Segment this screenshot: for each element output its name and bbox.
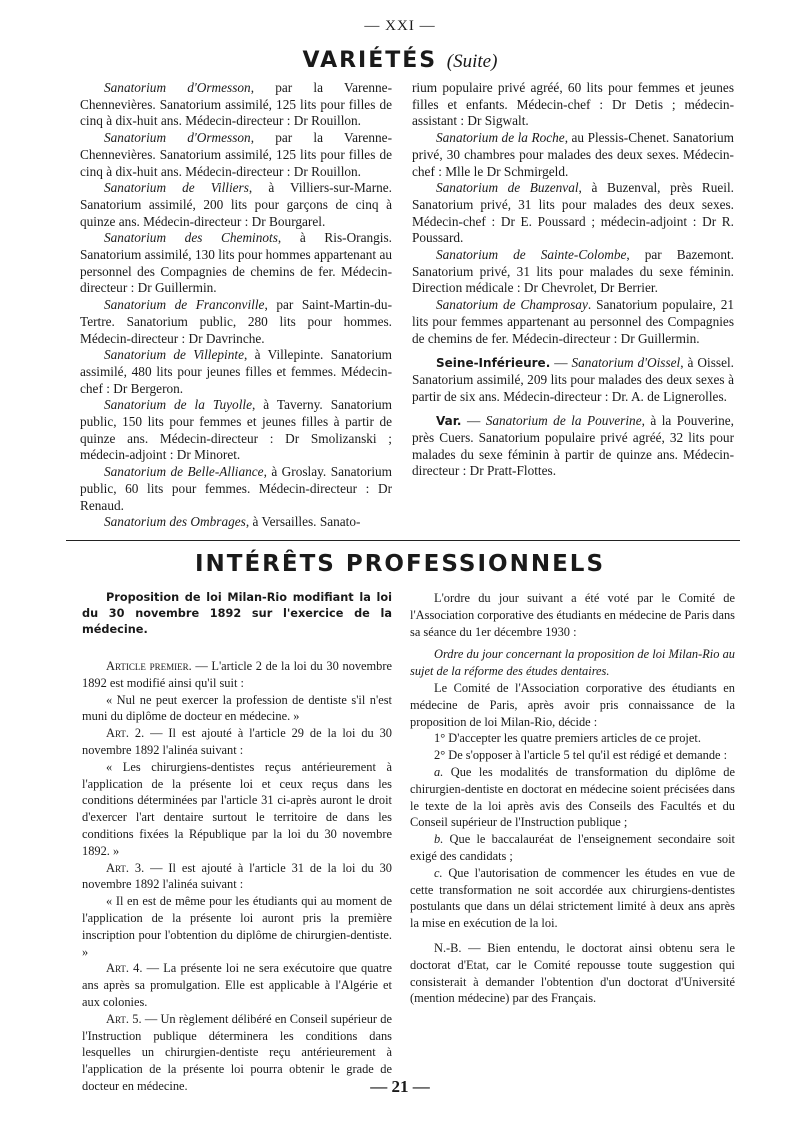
page-number: — 21 —	[370, 1077, 430, 1096]
sanatorium-entry-continued: rium populaire privé agréé, 60 lits pour femmes et jeunes filles et enfants. Médecin-chef : Dr Detis ; médecin-assistant : Dr Sigwalt.	[412, 80, 734, 129]
sanatorium-entry: Sanatorium d'Ormesson, par la Varenne-Chennevières. Sanatorium assimilé, 125 lits pour filles de cinq à dix-huit ans. Médecin-directeur : Dr Rouillon.	[80, 130, 392, 179]
sanatorium-entry: Sanatorium de Villiers, à Villiers-sur-Marne. Sanatorium assimilé, 200 lits pour garçons de cinq à quinze ans. Médecin-directeur : Dr Bourgarel.	[80, 180, 393, 229]
sanatorium-entry: Sanatorium de Villepinte, à Villepinte. Sanatorium assimilé, 480 lits pour jeunes filles et femmes. Médecin-chef : Dr Bergeron.	[80, 347, 392, 396]
ordre-du-jour-title: Ordre du jour concernant la proposition de loi Milan-Rio au sujet de la réforme des études dentaires.	[410, 647, 735, 679]
section-divider	[66, 540, 740, 541]
proposition-title: Proposition de loi Milan-Rio modifiant la loi du 30 novembre 1892 sur l'exercice de la médecine.	[82, 591, 392, 636]
interets-column-left	[82, 590, 392, 1095]
demand-c: c. Que l'autorisation de commencer les études en vue de cette transformation ne soit accordée aux chirurgiens-dentistes postulants que dans un délai strictement limité à deux ans après la mise en exécution de la loi.	[410, 865, 735, 931]
comite-decision: Le Comité de l'Association corporative des étudiants en médecine de Paris, après avoir pris connaissance de la proposition de loi Milan-Rio, décide :	[410, 680, 735, 729]
decision-point-2: 2° De s'opposer à l'article 5 tel qu'il est rédigé et demande :	[434, 748, 728, 763]
section-title-suite: (Suite)	[446, 51, 498, 72]
region-entry-var: Var. — Sanatorium de la Pouverine, à la Pouverine, près Cuers. Sanatorium populaire privé agréé, 32 lits pour malades du sexe féminin à partir de quinze ans. Médecin-directeur : Dr Pratt-Flottes.	[412, 413, 734, 479]
varietes-column-left	[80, 80, 392, 531]
article-1: Article premier. — L'article 2 de la loi du 30 novembre 1892 est modifié ainsi qu'il suit :	[82, 659, 392, 690]
sanatorium-entry: Sanatorium de la Roche, au Plessis-Chenet. Sanatorium privé, 30 chambres pour malades des deux sexes. Médecin-chef : Mlle le Dr Schmirgeld.	[412, 130, 734, 179]
article-2: Art. 2. — Il est ajouté à l'article 29 de la loi du 30 novembre 1892 l'alinéa suivant :	[82, 726, 392, 757]
varietes-column-right	[412, 80, 734, 480]
section-title-text: VARIÉTÉS	[302, 48, 438, 73]
interets-column-right	[410, 590, 735, 1007]
sanatorium-entry: Sanatorium de Belle-Alliance, à Groslay. Sanatorium public, 60 lits pour femmes. Médecin-directeur : Dr Renaud.	[80, 464, 392, 513]
ordre-intro: L'ordre du jour suivant a été voté par le Comité de l'Association corporative des étudiants en médecine de Paris dans sa séance du 1er décembre 1930 :	[410, 591, 735, 639]
sanatorium-entry: Sanatorium des Cheminots, à Ris-Orangis. Sanatorium assimilé, 130 lits pour hommes appartenant au personnel des Compagnies de chemins de fer. Médecin-directeur : Dr Guillermin.	[80, 230, 392, 296]
sanatorium-entry: Sanatorium de Franconville, par Saint-Martin-du-Tertre. Sanatorium public, 280 lits pour hommes. Médecin-directeur : Dr Davrinche.	[80, 297, 392, 346]
sanatorium-entry: Sanatorium de Champrosay. Sanatorium populaire, 21 lits pour femmes appartenant au personnel des Compagnies de chemins de fer. Médecin-directeur : Dr Guillermin.	[412, 297, 734, 346]
region-entry-seine: Seine-Inférieure. — Sanatorium d'Oissel, à Oissel. Sanatorium assimilé, 209 lits pour malades des deux sexes à partir de six ans. Médecin-directeur : Dr. A. de Lignerolles.	[412, 355, 734, 404]
article-3: Art. 3. — Il est ajouté à l'article 31 de la loi du 30 novembre 1892 l'alinéa suivant :	[82, 860, 392, 892]
section-title-varietes	[0, 48, 800, 73]
sanatorium-entry: Sanatorium de Buzenval, à Buzenval, près Rueil. Sanatorium privé, 31 lits pour malades des deux sexes. Médecin-chef : Dr E. Poussard ; médecin-adjoint : Dr R. Poussard.	[412, 180, 734, 246]
article-2-quote: « Les chirurgiens-dentistes reçus antérieurement à l'application de la présente loi et ceux reçus dans les conditions déterminées par l'article 31 ci-après auront le droit d'exercer l'art dentaire surtout le territoire de dans les conditions fixées la République par la loi du 30 novembre 1892. »	[82, 759, 392, 858]
demand-a: a. Que les modalités de transformation du diplôme de chirurgien-dentiste en doctorat en médecine soient précisées dans le texte de la loi après avis des Conseils des Facultés et du Conseil supérieur de l'Instruction publique ;	[410, 764, 735, 830]
page-header-folio: — XXI —	[364, 18, 436, 34]
sanatorium-entry: Sanatorium de Sainte-Colombe, par Bazemont. Sanatorium privé, 31 lits pour malades du sexe féminin. Direction médicale : Dr Chevrolet, Dr Berrier.	[412, 247, 734, 296]
article-5: Art. 5. — Un règlement délibéré en Conseil supérieur de l'Instruction publique déterminera les conditions dans lesquelles un chirurgien-dentiste reçu antérieurement à l'application de la présente loi pourra obtenir le grade de docteur en médecine.	[82, 1011, 392, 1093]
article-1-quote: « Nul ne peut exercer la profession de dentiste s'il n'est muni du diplôme de docteur en médecine. »	[82, 692, 392, 724]
article-4: Art. 4. — La présente loi ne sera exécutoire que quatre ans après sa promulgation. Elle est applicable à l'Algérie et aux colonies.	[82, 961, 392, 1009]
article-3-quote: « Il en est de même pour les étudiants qui au moment de l'application de la présente loi auront pris la première inscription pour l'obtention du diplôme de chirurgien-dentiste. »	[82, 894, 392, 959]
sanatorium-entry: Sanatorium d'Ormesson, par la Varenne-Chennevières. Sanatorium assimilé, 125 lits pour filles de cinq à dix-huit ans. Médecin-directeur : Dr Rouillon.	[80, 80, 392, 129]
sanatorium-entry: Sanatorium des Ombrages, à Versailles. Sanato-	[104, 514, 361, 530]
demand-b: b. Que le baccalauréat de l'enseignement secondaire soit exigé des candidats ;	[410, 832, 735, 863]
nota-bene: N.-B. — Bien entendu, le doctorat ainsi obtenu sera le doctorat d'Etat, car le Comité repousse toute suggestion qui consisterait à demander l'obtention d'un doctorat d'Université (mention médecine) par des Français.	[410, 940, 735, 1006]
sanatorium-entry: Sanatorium de la Tuyolle, à Taverny. Sanatorium public, 150 lits pour femmes et jeunes filles à partir de quinze ans. Médecin-directeur : Dr Smolizanski ; médecin-adjoint : Dr Minoret.	[80, 397, 393, 463]
decision-point-1: 1° D'accepter les quatre premiers articles de ce projet.	[434, 731, 701, 746]
section-title-interets: INTÉRÊTS PROFESSIONNELS	[194, 551, 606, 577]
